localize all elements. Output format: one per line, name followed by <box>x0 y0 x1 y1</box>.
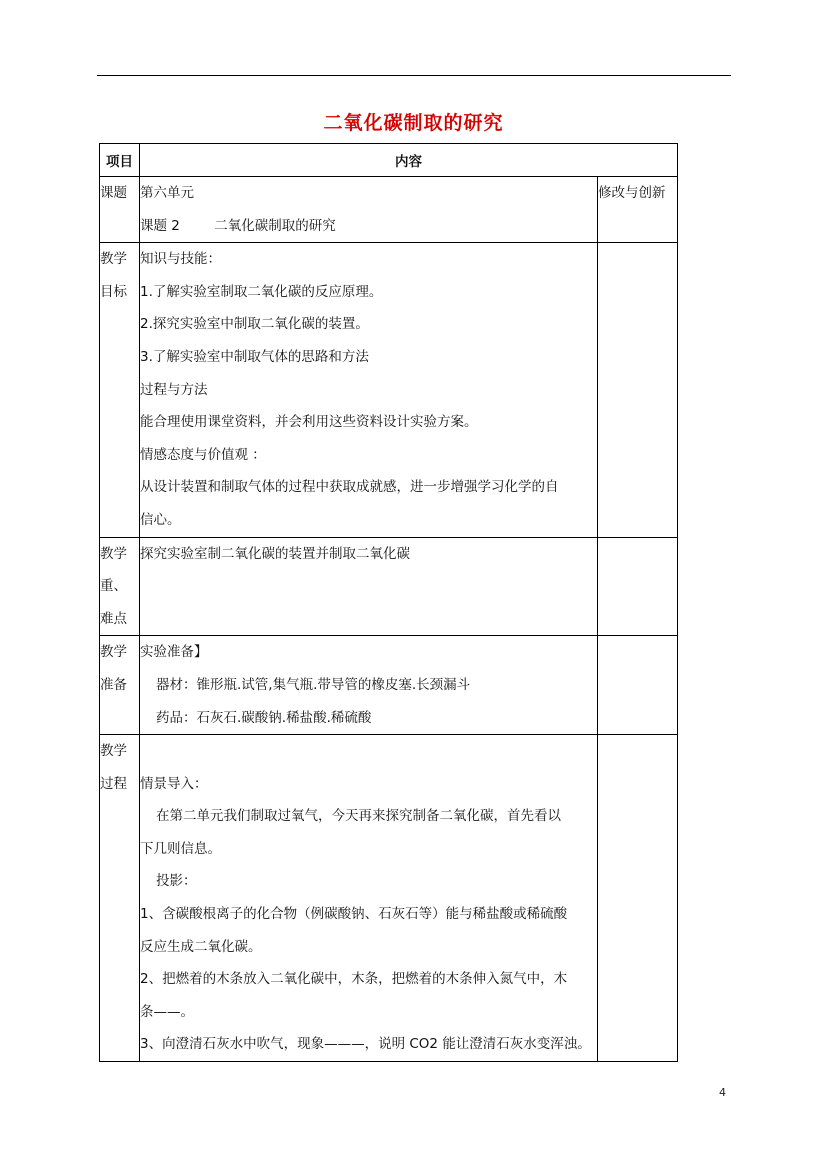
revision-label: 修改与创新 <box>598 185 666 201</box>
goal-line: 过程与方法 <box>140 381 208 398</box>
topic-lesson: 课题 2 二氧化碳制取的研究 <box>140 217 336 234</box>
preparation-line: 实验准备】 <box>140 644 208 661</box>
process-line: 条——。 <box>140 1003 194 1020</box>
preparation-reagents: 药品：石灰石.碳酸钠.稀盐酸.稀硫酸 <box>156 709 372 726</box>
document-title: 二氧化碳制取的研究 <box>323 112 504 134</box>
preparation-label-2: 准备 <box>100 676 127 693</box>
process-line: 1、含碳酸根离子的化合物（例碳酸钠、石灰石等）能与稀盐酸或稀硫酸 <box>140 906 568 923</box>
process-side-cell <box>598 735 678 1062</box>
topic-label-cell <box>100 177 140 243</box>
key-points-label-3: 难点 <box>100 610 127 627</box>
preparation-equipment: 器材：锥形瓶.试管,集气瓶.带导管的橡皮塞.长颈漏斗 <box>156 676 471 693</box>
process-line: 反应生成二氧化碳。 <box>140 938 262 955</box>
goals-label-2: 目标 <box>100 283 127 300</box>
goal-line: 信心。 <box>140 511 181 528</box>
goal-line: 1.了解实验室制取二氧化碳的反应原理。 <box>140 283 383 300</box>
goals-label-1: 教学 <box>100 251 127 268</box>
goals-row <box>100 243 678 537</box>
process-spacer <box>140 735 597 768</box>
goals-content-cell <box>140 243 598 537</box>
preparation-row <box>100 636 678 735</box>
key-points-row <box>100 537 678 636</box>
key-points-label-1: 教学 <box>100 545 127 562</box>
goal-line: 从设计装置和制取气体的过程中获取成就感，进一步增强学习化学的自 <box>140 479 559 496</box>
page-number: 4 <box>719 1086 726 1099</box>
goals-label-cell <box>100 243 140 537</box>
goals-side-cell <box>598 243 678 537</box>
process-row <box>100 735 678 1062</box>
process-line: 投影： <box>156 873 197 890</box>
header-content: 内容 <box>140 144 678 177</box>
table-header-row <box>100 144 678 177</box>
preparation-side-cell <box>598 636 678 735</box>
goal-line: 能合理使用课堂资料，并会利用这些资料设计实验方案。 <box>140 414 478 431</box>
preparation-label-cell <box>100 636 140 735</box>
key-points-text: 探究实验室制二氧化碳的装置并制取二氧化碳 <box>140 545 410 562</box>
process-line: 2、把燃着的木条放入二氧化碳中，木条，把燃着的木条伸入氮气中，木 <box>140 971 568 988</box>
goal-line: 3.了解实验室中制取气体的思路和方法 <box>140 348 369 365</box>
process-line: 在第二单元我们制取过氧气，今天再来探究制备二氧化碳，首先看以 <box>156 808 561 825</box>
topic-row <box>100 177 678 243</box>
topic-label: 课题 <box>100 185 127 201</box>
process-label-1: 教学 <box>100 743 127 760</box>
process-label-cell <box>100 735 140 1062</box>
preparation-content-cell <box>140 636 598 735</box>
key-points-side-cell <box>598 537 678 636</box>
process-line: 情景导入： <box>140 775 208 792</box>
header-item: 项目 <box>100 144 140 177</box>
topic-content-cell <box>140 177 598 243</box>
goal-line: 2.探究实验室中制取二氧化碳的装置。 <box>140 316 369 333</box>
key-points-label-2: 重、 <box>100 578 127 595</box>
process-content-cell <box>140 735 598 1062</box>
process-line: 3、向澄清石灰水中吹气，现象———，说明 CO2 能让澄清石灰水变浑浊。 <box>140 1036 591 1053</box>
lesson-plan-table <box>99 143 678 1062</box>
header-rule <box>97 75 731 76</box>
goal-line: 情感态度与价值观 ： <box>140 446 266 463</box>
preparation-label-1: 教学 <box>100 644 127 661</box>
goal-line: 知识与技能： <box>140 251 221 268</box>
key-points-label-cell <box>100 537 140 636</box>
process-label-2: 过程 <box>100 775 127 792</box>
process-line: 下几则信息。 <box>140 840 221 857</box>
revision-cell <box>598 177 678 243</box>
topic-unit: 第六单元 <box>140 185 194 201</box>
key-points-content-cell <box>140 537 598 636</box>
